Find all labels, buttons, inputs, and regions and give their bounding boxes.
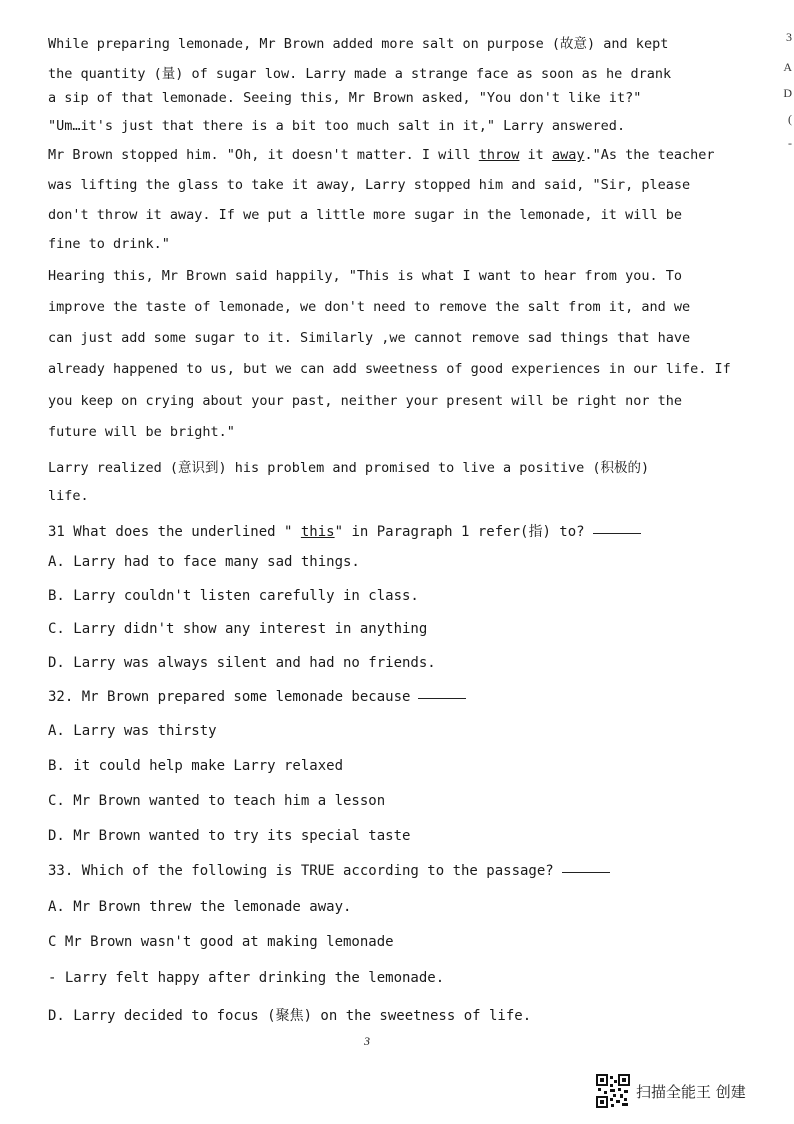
option-b: B. it could help make Larry relaxed — [48, 758, 344, 774]
passage-line: Hearing this, Mr Brown said happily, "This is what I want to hear from you. To — [48, 268, 682, 284]
qr-code-icon — [596, 1074, 630, 1108]
question-32-stem — [48, 689, 466, 705]
option-c: C. Larry didn't show any interest in anything — [48, 621, 428, 637]
underlined-word-away: away — [551, 147, 585, 163]
edge-mark: - — [788, 136, 792, 150]
answer-blank[interactable] — [562, 871, 610, 873]
passage-line: already happened to us, but we can add sweetness of good experiences in our life. If — [48, 361, 731, 377]
edge-mark: A — [783, 60, 792, 74]
passage-line: can just add some sugar to it. Similarly ,we cannot remove sad things that have — [48, 330, 691, 346]
passage-line: future will be bright." — [48, 424, 235, 440]
option-d: D. Mr Brown wanted to try its special taste — [48, 828, 411, 844]
option-c: C Mr Brown wasn't good at making lemonade — [48, 934, 394, 950]
answer-blank[interactable] — [593, 532, 641, 534]
passage-line: improve the taste of lemonade, we don't need to remove the salt from it, and we — [48, 299, 691, 315]
scanner-watermark — [596, 1074, 746, 1108]
question-33-stem — [48, 863, 610, 879]
question-31-stem — [48, 521, 641, 541]
watermark-label: 扫描全能王 创建 — [636, 1082, 746, 1101]
answer-blank[interactable] — [418, 697, 466, 699]
page-number: 3 — [364, 1034, 370, 1048]
edge-mark: 3 — [786, 30, 792, 44]
passage-line: fine to drink." — [48, 236, 170, 252]
passage-line — [48, 147, 715, 163]
passage-line: was lifting the glass to take it away, Larry stopped him and said, "Sir, please — [48, 177, 691, 193]
option-a: A. Mr Brown threw the lemonade away. — [48, 899, 352, 915]
option-b: B. Larry couldn't listen carefully in class. — [48, 588, 419, 604]
underlined-word-this: this — [300, 524, 335, 540]
option-d: D. Larry decided to focus (聚焦) on the sweetness of life. — [48, 1008, 532, 1024]
question-text: " in Paragraph 1 refer(指) to? — [334, 524, 585, 540]
option-d: D. Larry was always silent and had no friends. — [48, 655, 436, 671]
passage-text: it — [519, 147, 552, 163]
option-b: - Larry felt happy after drinking the lemonade. — [48, 970, 445, 986]
passage-line: a sip of that lemonade. Seeing this, Mr Brown asked, "You don't like it?" — [48, 90, 642, 106]
passage-text: ."As the teacher — [584, 147, 715, 163]
passage-line: While preparing lemonade, Mr Brown added more salt on purpose (故意) and kept — [48, 36, 669, 52]
question-text: 33. Which of the following is TRUE according to the passage? — [48, 863, 554, 879]
option-c: C. Mr Brown wanted to teach him a lesson — [48, 793, 386, 809]
option-a: A. Larry had to face many sad things. — [48, 554, 360, 570]
question-text: 31 What does the underlined " — [48, 524, 301, 540]
passage-text: Mr Brown stopped him. "Oh, it doesn't matter. I will — [48, 147, 479, 163]
question-text: 32. Mr Brown prepared some lemonade because — [48, 689, 411, 705]
option-a: A. Larry was thirsty — [48, 723, 217, 739]
edge-mark: D — [783, 86, 792, 100]
passage-line: the quantity (量) of sugar low. Larry made a strange face as soon as he drank — [48, 66, 672, 82]
passage-line: life. — [48, 488, 89, 504]
passage-line: "Um…it's just that there is a bit too much salt in it," Larry answered. — [48, 118, 626, 134]
passage-line: you keep on crying about your past, neither your present will be right nor the — [48, 393, 682, 409]
underlined-word-throw: throw — [478, 147, 520, 163]
edge-mark: ( — [788, 112, 792, 126]
passage-line: don't throw it away. If we put a little more sugar in the lemonade, it will be — [48, 207, 682, 223]
passage-line: Larry realized (意识到) his problem and promised to live a positive (积极的) — [48, 460, 650, 476]
